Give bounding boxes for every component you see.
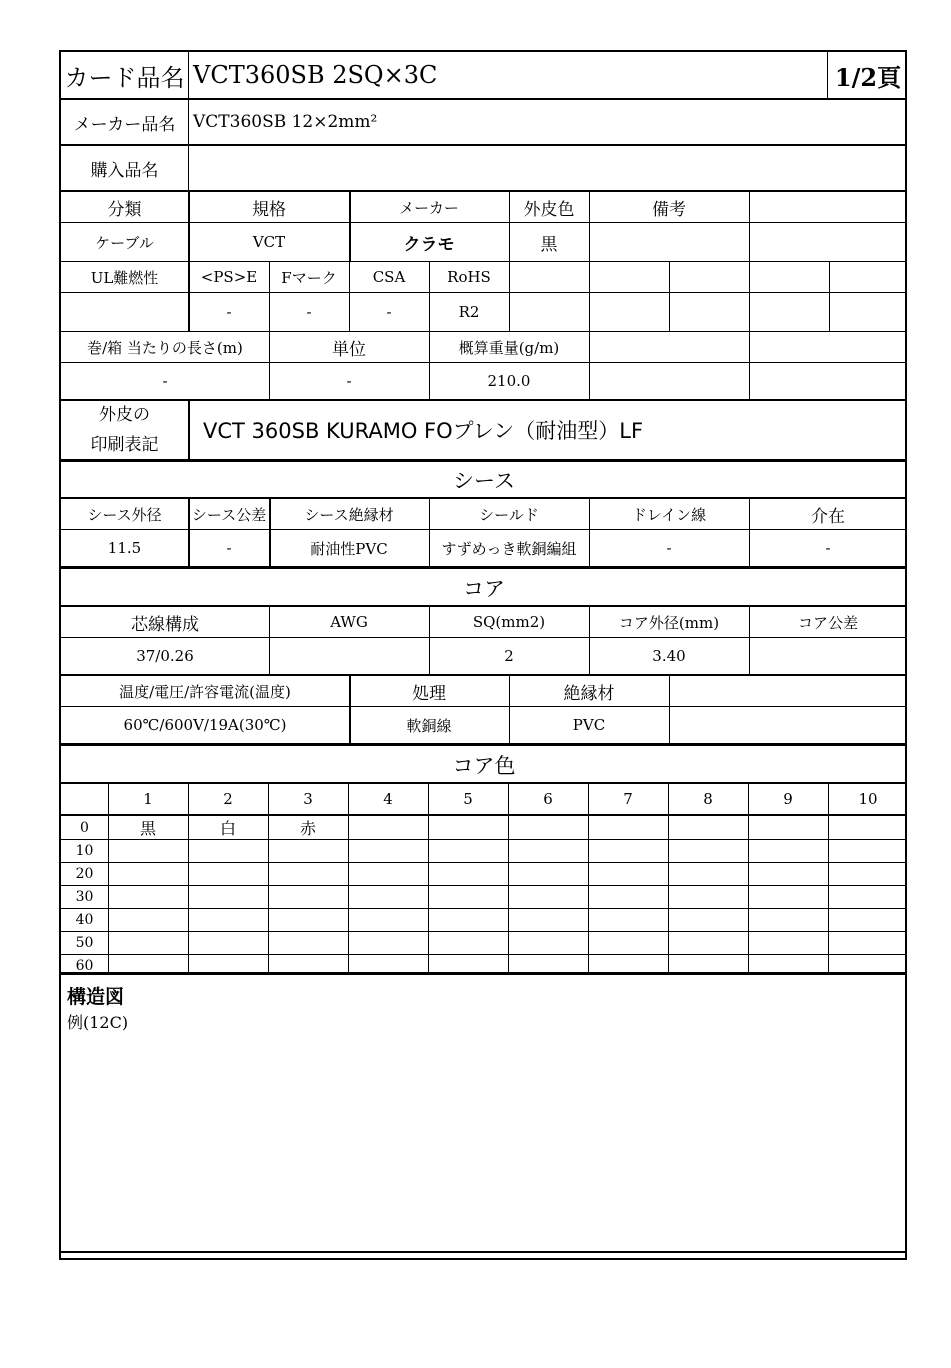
color-cell xyxy=(828,862,908,885)
maker-name-value: VCT360SB 12×2mm² xyxy=(193,112,378,132)
purchase-name-label: 購入品名 xyxy=(90,160,159,181)
maker-name-label: メーカー品名 xyxy=(73,114,176,135)
spec-value-standard: VCT xyxy=(252,233,286,251)
color-cell xyxy=(428,816,508,839)
color-cell xyxy=(268,931,348,954)
divider xyxy=(269,607,270,674)
color-cell xyxy=(348,816,428,839)
color-cell xyxy=(428,885,508,908)
grid-line xyxy=(108,784,109,972)
spec-header-color: 外皮色 xyxy=(523,199,575,220)
divider xyxy=(589,262,590,331)
color-cell: 黒 xyxy=(139,819,156,838)
core-value-awg xyxy=(269,638,429,674)
divider xyxy=(509,676,510,743)
ul-header-rohs: RoHS xyxy=(447,268,491,286)
core-color-grid xyxy=(61,784,907,972)
color-cell xyxy=(508,816,588,839)
color-cell xyxy=(508,931,588,954)
color-cell xyxy=(508,862,588,885)
divider xyxy=(589,332,590,399)
page-number: 1/2頁 xyxy=(834,62,902,92)
color-cell xyxy=(348,885,428,908)
sheath-value-od: 11.5 xyxy=(107,539,142,557)
color-cell xyxy=(188,931,268,954)
color-cell xyxy=(668,862,748,885)
sheath-value-tol: - xyxy=(226,539,232,557)
grid-line xyxy=(748,784,749,972)
divider xyxy=(669,262,670,331)
divider xyxy=(749,332,750,399)
core-value-od: 3.40 xyxy=(652,647,686,665)
divider xyxy=(429,499,430,566)
color-column-header: 7 xyxy=(623,790,633,808)
color-cell: 白 xyxy=(219,819,236,838)
core-title: コア xyxy=(463,576,505,601)
sheath-header-ins: シース絶縁材 xyxy=(304,505,394,524)
weight-value-length: - xyxy=(162,372,168,390)
sheath-title: シース xyxy=(453,469,515,493)
color-cell xyxy=(588,839,668,862)
ul-header-csa: CSA xyxy=(372,268,406,286)
structure-example: 例(12C) xyxy=(67,1013,129,1032)
color-cell xyxy=(108,862,188,885)
color-cell xyxy=(188,862,268,885)
core-value-strand: 37/0.26 xyxy=(136,647,194,665)
color-cell xyxy=(508,839,588,862)
color-row-label: 10 xyxy=(75,842,94,859)
color-cell xyxy=(108,839,188,862)
color-cell xyxy=(268,839,348,862)
color-cell xyxy=(668,816,748,839)
color-cell xyxy=(748,931,828,954)
ul-value-flame xyxy=(61,293,188,331)
color-cell xyxy=(108,931,188,954)
core-header-sq: SQ(mm2) xyxy=(472,613,546,631)
grid-line xyxy=(188,784,189,972)
sheath-header-od: シース外径 xyxy=(87,505,162,524)
ul-value-fmark: - xyxy=(306,303,312,321)
divider xyxy=(509,262,510,331)
divider xyxy=(829,262,830,331)
color-cell xyxy=(668,931,748,954)
divider xyxy=(269,262,270,331)
divider xyxy=(509,192,510,261)
divider xyxy=(188,499,190,566)
divider xyxy=(269,332,270,399)
divider xyxy=(589,607,590,674)
color-column-header: 2 xyxy=(223,790,233,808)
color-cell xyxy=(588,816,668,839)
structure-title: 構造図 xyxy=(67,986,125,1008)
sheath-header-drain: ドレイン線 xyxy=(631,505,707,524)
color-row-label: 40 xyxy=(75,911,94,928)
color-column-header: 8 xyxy=(703,790,713,808)
sheath-value-drain: - xyxy=(666,539,672,557)
divider xyxy=(61,1251,907,1253)
ul-value-rohs: R2 xyxy=(458,303,480,321)
color-cell xyxy=(748,839,828,862)
spec-value-maker: クラモ xyxy=(403,234,455,255)
color-cell xyxy=(268,908,348,931)
weight-header-length: 巻/箱 当たりの長さ(m) xyxy=(87,338,243,357)
purchase-name-value xyxy=(189,146,893,190)
divider xyxy=(749,607,750,674)
grid-line xyxy=(268,784,269,972)
core-value-sq: 2 xyxy=(504,647,514,665)
divider xyxy=(827,52,828,98)
ul-header-pse: <PS>E xyxy=(200,268,258,286)
color-cell xyxy=(588,931,668,954)
divider xyxy=(589,499,590,566)
sheath-header-tol: シース公差 xyxy=(191,505,267,524)
color-column-header: 10 xyxy=(858,790,878,808)
color-cell xyxy=(508,885,588,908)
divider xyxy=(429,607,430,674)
core-value-rating: 60℃/600V/19A(30℃) xyxy=(123,716,287,734)
divider xyxy=(188,401,190,459)
color-cell xyxy=(348,839,428,862)
core-header-awg: AWG xyxy=(330,613,368,631)
color-cell xyxy=(428,908,508,931)
divider xyxy=(429,262,430,331)
color-cell xyxy=(108,885,188,908)
color-cell xyxy=(828,816,908,839)
color-column-header: 6 xyxy=(543,790,553,808)
color-cell xyxy=(428,839,508,862)
sheath-value-shield: すずめっき軟銅編組 xyxy=(441,539,577,558)
core-header-rating: 温度/電圧/許容電流(温度) xyxy=(119,682,291,701)
weight-value-unit: - xyxy=(346,372,352,390)
grid-line xyxy=(588,784,589,972)
divider xyxy=(589,192,590,261)
grid-line xyxy=(668,784,669,972)
weight-value-weight: 210.0 xyxy=(487,372,531,390)
color-cell: 赤 xyxy=(299,819,316,838)
spec-value-category: ケーブル xyxy=(95,233,154,252)
color-cell xyxy=(828,839,908,862)
printing-label xyxy=(61,401,188,459)
color-cell xyxy=(348,862,428,885)
color-row-label: 30 xyxy=(75,888,94,905)
color-cell xyxy=(748,816,828,839)
ul-header-flame: UL難燃性 xyxy=(90,268,159,287)
grid-line xyxy=(428,784,429,972)
spec-header-standard: 規格 xyxy=(252,199,286,220)
color-cell xyxy=(348,931,428,954)
core-header-tol: コア公差 xyxy=(797,613,858,632)
core-value-process: 軟銅線 xyxy=(406,716,452,735)
grid-line xyxy=(508,784,509,972)
spec-header-remarks: 備考 xyxy=(652,199,686,220)
sheath-header-filler: 介在 xyxy=(811,506,845,527)
divider xyxy=(61,743,907,746)
spec-header-maker: メーカー xyxy=(399,198,459,217)
color-column-header: 3 xyxy=(303,790,313,808)
core-color-title: コア色 xyxy=(452,753,516,778)
divider xyxy=(349,192,351,261)
core-header-insulation: 絶縁材 xyxy=(563,683,615,704)
color-cell xyxy=(748,862,828,885)
divider xyxy=(269,499,271,566)
spec-sheet xyxy=(59,50,907,1260)
color-cell xyxy=(508,908,588,931)
color-row-label: 20 xyxy=(75,865,94,882)
sheath-value-ins: 耐油性PVC xyxy=(310,539,388,558)
color-cell xyxy=(428,931,508,954)
ul-value-pse: - xyxy=(226,303,232,321)
color-cell xyxy=(828,908,908,931)
core-value-insulation: PVC xyxy=(572,716,606,734)
color-row-label: 60 xyxy=(75,957,94,974)
color-cell xyxy=(348,908,428,931)
color-cell xyxy=(668,908,748,931)
divider xyxy=(749,192,750,261)
color-cell xyxy=(828,885,908,908)
divider xyxy=(61,459,907,462)
color-cell xyxy=(268,862,348,885)
ul-header-fmark: Fマーク xyxy=(281,268,337,287)
spec-header-category: 分類 xyxy=(107,199,142,220)
divider xyxy=(349,676,351,743)
divider xyxy=(349,262,350,331)
core-header-strand: 芯線構成 xyxy=(131,614,199,635)
divider xyxy=(61,566,907,569)
color-cell xyxy=(188,885,268,908)
color-column-header: 5 xyxy=(463,790,473,808)
color-cell xyxy=(828,931,908,954)
color-cell xyxy=(188,908,268,931)
card-name-value: VCT360SB 2SQ×3C xyxy=(193,61,438,89)
spec-value-color: 黒 xyxy=(540,234,558,255)
color-cell xyxy=(668,839,748,862)
printing-label-line1: 外皮の xyxy=(99,405,150,425)
core-value-tol xyxy=(749,638,907,674)
grid-line xyxy=(828,784,829,972)
color-row-label: 0 xyxy=(80,819,89,836)
divider xyxy=(429,332,430,399)
sheath-value-filler: - xyxy=(825,539,831,557)
color-cell xyxy=(668,885,748,908)
color-cell xyxy=(268,885,348,908)
color-cell xyxy=(188,839,268,862)
color-column-header: 9 xyxy=(783,790,793,808)
grid-line xyxy=(348,784,349,972)
color-row-label: 50 xyxy=(75,934,94,951)
divider xyxy=(749,499,750,566)
color-column-header: 4 xyxy=(383,790,393,808)
color-cell xyxy=(588,908,668,931)
divider xyxy=(669,676,670,743)
weight-header-unit: 単位 xyxy=(332,339,366,360)
divider xyxy=(61,972,907,975)
color-cell xyxy=(588,862,668,885)
spec-value-remarks xyxy=(589,223,749,261)
core-header-od: コア外径(mm) xyxy=(618,613,720,632)
printing-value: VCT 360SB KURAMO FOプレン（耐油型）LF xyxy=(203,419,644,443)
core-header-process: 処理 xyxy=(412,683,446,704)
color-column-header: 1 xyxy=(143,790,153,808)
divider xyxy=(749,262,750,331)
weight-header-weight: 概算重量(g/m) xyxy=(458,338,560,357)
ul-value-csa: - xyxy=(386,303,392,321)
printing-label-line2: 印刷表記 xyxy=(90,435,159,455)
color-cell xyxy=(588,885,668,908)
color-cell xyxy=(748,885,828,908)
card-name-label: カード品名 xyxy=(64,63,185,92)
color-cell xyxy=(108,908,188,931)
color-cell xyxy=(748,908,828,931)
sheath-header-shield: シールド xyxy=(479,505,539,524)
color-cell xyxy=(428,862,508,885)
